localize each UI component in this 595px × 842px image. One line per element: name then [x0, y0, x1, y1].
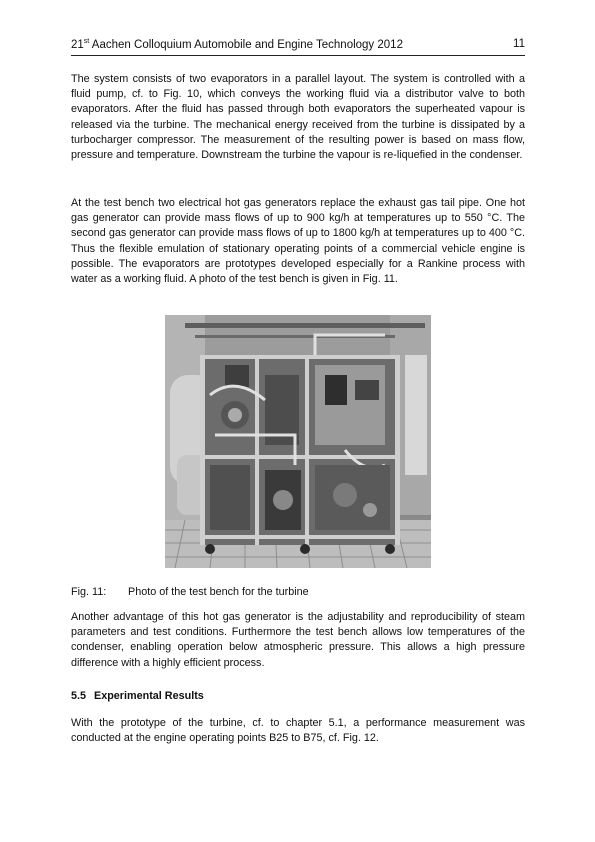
- paragraph-system-description: The system consists of two evaporators in a parallel layout. The system is controlled with a fluid pump, cf. to Fig. 10, which conveys the working fluid via a distributor valve to both evaporators. After the fluid has passed through both evaporators the superheated vapour is released via the turbine. The mechanical energy received from the turbine is dissipated by a turbocharger compressor. The measurement of the resulting power is based on mass flow, pressure and temperature. Downstream the turbine the vapour is re-liquefied in the condenser.: [71, 73, 525, 162]
- paragraph-experimental-results: With the prototype of the turbine, cf. to chapter 5.1, a performance measurement was conducted at the engine operating points B25 to B75, cf. Fig. 12.: [71, 717, 525, 745]
- figure-caption: [71, 586, 309, 598]
- figure-caption-text: Photo of the test bench for the turbine: [128, 586, 309, 598]
- section-number: 5.5: [71, 690, 87, 702]
- running-header: [71, 37, 525, 56]
- figure-label: Fig. 11:: [71, 586, 107, 598]
- header-title: 21st Aachen Colloquium Automobile and Engine Technology 2012: [71, 38, 403, 51]
- paragraph-test-bench: At the test bench two electrical hot gas generators replace the exhaust gas tail pipe. One hot gas generator can provide mass flows of up to 900 kg/h at temperatures up to 550 °C. The second gas generator can provide mass flows of up to 1800 kg/h at temperatures up to 400 °C. Thus the flexible emulation of stationary operating points of a commercial vehicle engine is possible. The evaporators are prototypes developed especially for a Rankine process with water as a working fluid. A photo of the test bench is given in Fig. 11.: [71, 197, 525, 286]
- section-heading: [71, 690, 204, 702]
- test-bench-photo: [165, 315, 431, 568]
- paragraph-advantages: Another advantage of this hot gas generator is the adjustability and reproducibility of steam parameters and test conditions. Furthermore the test bench allows low temperatures of the condenser, enabling operation below atmospheric pressure. This allows a high pressure difference with a highly efficient process.: [71, 611, 525, 669]
- section-title: Experimental Results: [94, 690, 204, 702]
- page-number: 11: [513, 38, 525, 50]
